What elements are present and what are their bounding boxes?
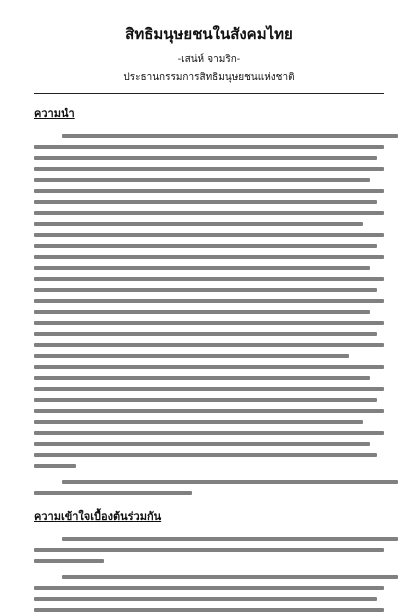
text-line: [34, 200, 377, 204]
text-line: [34, 548, 384, 552]
document-author: -เสน่ห์ จามริก-: [177, 54, 241, 65]
text-line: [34, 178, 370, 182]
text-line: [34, 409, 384, 413]
text-line: [34, 266, 370, 270]
text-line: [34, 343, 384, 347]
text-line: [34, 277, 384, 281]
text-line: [62, 575, 398, 579]
text-line: [34, 354, 349, 358]
text-line: [34, 167, 384, 171]
text-line: [34, 244, 377, 248]
text-line: [34, 211, 384, 215]
document-title: สิทธิมนุษยชนในสังคมไทย: [125, 25, 293, 43]
text-line: [62, 537, 398, 541]
introduction-paragraph-1: [34, 134, 384, 468]
text-line: [34, 222, 363, 226]
section-heading-introduction: ความนำ: [34, 107, 75, 120]
text-line: [34, 189, 384, 193]
text-line: [34, 442, 370, 446]
text-line: [34, 431, 384, 435]
text-line: [34, 608, 384, 612]
introduction-paragraph-2: [34, 480, 384, 495]
shared-understanding-paragraph-1: [34, 537, 384, 563]
text-line: [34, 376, 370, 380]
text-line: [34, 310, 370, 314]
shared-understanding-paragraph-2: [34, 575, 384, 612]
text-line: [34, 365, 384, 369]
text-line: [62, 480, 398, 484]
text-line: [34, 464, 76, 468]
text-line: [34, 387, 384, 391]
text-line: [34, 288, 377, 292]
text-line: [62, 134, 398, 138]
text-line: [34, 420, 363, 424]
text-line: [34, 156, 377, 160]
text-line: [34, 321, 384, 325]
section-heading-shared-understanding: ความเข้าใจเบื้องต้นร่วมกัน: [34, 510, 162, 523]
title-divider: [34, 93, 384, 94]
text-line: [34, 453, 377, 457]
text-line: [34, 255, 384, 259]
text-line: [34, 398, 377, 402]
text-line: [34, 145, 384, 149]
text-line: [34, 597, 377, 601]
document-affiliation: ประธานกรรมการสิทธิมนุษยชนแห่งชาติ: [123, 72, 295, 83]
text-line: [34, 233, 384, 237]
text-line: [34, 586, 384, 590]
text-line: [34, 332, 377, 336]
text-line: [34, 299, 384, 303]
text-line: [34, 491, 192, 495]
text-line: [34, 559, 104, 563]
